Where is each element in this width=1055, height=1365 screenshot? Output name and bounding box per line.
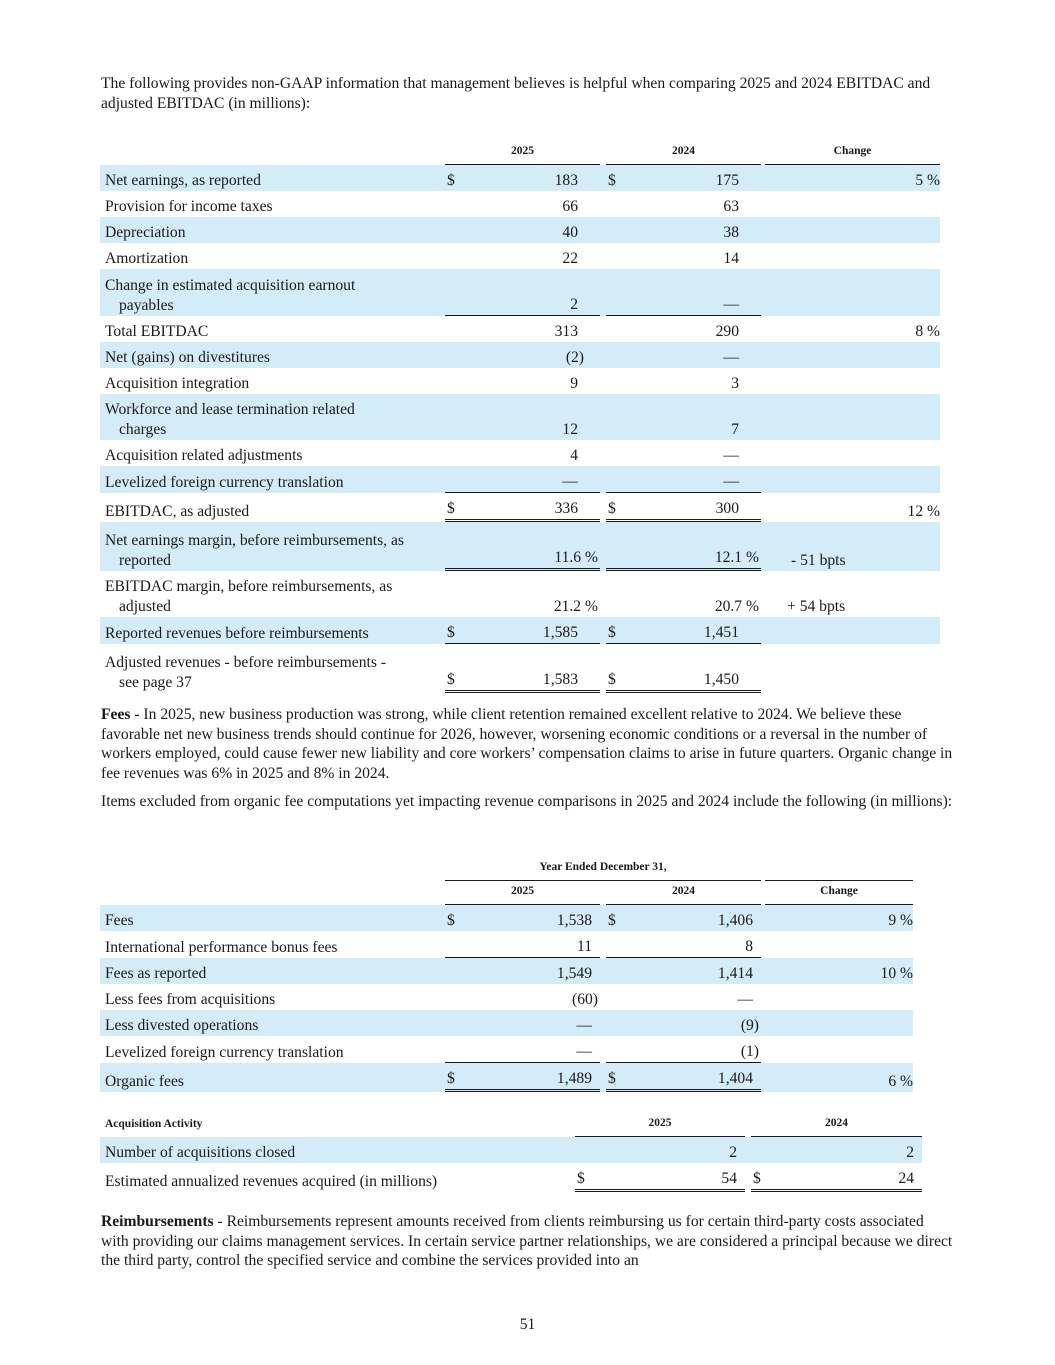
value-2024: 3 <box>731 375 739 392</box>
row-label: Change in estimated acquisition earnout payables <box>100 269 445 316</box>
fees-text: - In 2025, new business production was strong, while client retention remained excellent relative to 2024. We believe these favorable net new business trends should continue for 2026, however, worsening economic conditions or a reversal in the number of workers employed, could cause fewer new liability and core workers’ compensation claims to arise in future quarters. Organic change in fee revenues was 6% in 2025 and 8% in 2024. <box>101 706 953 782</box>
value-2025: — <box>465 1036 600 1063</box>
row-label: Number of acquisitions closed <box>100 1137 575 1163</box>
table-row <box>100 269 940 316</box>
row-label: EBITDAC margin, before reimbursements, as adjusted <box>105 578 393 615</box>
value-2024: 1,451 <box>626 617 761 644</box>
value-2025: 40 <box>465 217 600 243</box>
value-2024: 24 <box>771 1163 922 1192</box>
row-label: Workforce and lease termination related charges <box>100 394 445 440</box>
value-2024: 1,406 <box>626 905 761 931</box>
row-label: International performance bonus fees <box>105 939 338 956</box>
currency-symbol: $ <box>606 165 626 191</box>
value-2025: 1,538 <box>465 905 600 931</box>
table-row <box>100 165 940 191</box>
value-2025: 1,549 <box>465 958 600 984</box>
value-2025: 21.2 % <box>553 598 598 615</box>
value-2024: 14 <box>723 250 739 267</box>
table-row <box>100 316 940 342</box>
value-2025: 22 <box>562 250 578 267</box>
table-row <box>100 1163 922 1192</box>
table-row <box>100 984 913 1010</box>
currency-symbol: $ <box>445 644 465 693</box>
currency-symbol: $ <box>606 493 626 522</box>
value-change: 6 % <box>765 1063 913 1092</box>
value-2024: 1,404 <box>626 1063 761 1092</box>
value-change: + 54 bpts <box>787 598 846 615</box>
value-2025: — <box>465 1010 600 1036</box>
row-label: Total EBITDAC <box>105 323 209 340</box>
fees-heading: Fees <box>101 706 131 723</box>
currency-symbol: $ <box>445 905 465 931</box>
value-2025: 9 <box>570 375 578 392</box>
value-2025: 54 <box>595 1163 745 1192</box>
table-row <box>100 522 940 571</box>
value-2024: 1,414 <box>626 958 761 984</box>
value-2025: 11 <box>465 931 600 958</box>
fees-table <box>100 857 913 1092</box>
table-row <box>100 368 940 394</box>
row-label: Organic fees <box>100 1063 445 1092</box>
row-label: EBITDAC, as adjusted <box>105 503 250 520</box>
value-2024: 38 <box>626 217 761 243</box>
value-change: 10 % <box>765 958 913 984</box>
value-2024: 7 <box>626 394 761 440</box>
reimbursements-text: - Reimbursements represent amounts received from clients reimbursing us for certain third-party costs associated with providing our claims management services. In certain service partner relationships, we are considered a principal because we direct the third party, control the specified service and combine the services provided into an <box>101 1213 953 1269</box>
value-2024: 12.1 % <box>626 522 761 571</box>
value-2024: — <box>737 991 753 1008</box>
table-row <box>100 644 940 693</box>
value-2025: (60) <box>572 991 598 1008</box>
table-row <box>100 958 913 984</box>
table-row <box>100 571 940 617</box>
table-row <box>100 1063 913 1092</box>
row-label: Net (gains) on divestitures <box>100 342 445 368</box>
value-2024: (1) <box>626 1036 761 1063</box>
currency-symbol: $ <box>445 617 465 644</box>
value-change: 9 % <box>765 905 913 931</box>
row-label: Adjusted revenues - before reimbursements - see page 37 <box>105 654 387 691</box>
row-label: Fees as reported <box>100 958 445 984</box>
row-label: Provision for income taxes <box>105 198 273 215</box>
currency-symbol: $ <box>445 493 465 522</box>
table-row <box>100 394 940 440</box>
table-row <box>100 1137 922 1163</box>
header-2025: 2025 <box>445 881 600 905</box>
currency-symbol: $ <box>606 1063 626 1092</box>
currency-symbol: $ <box>445 1063 465 1092</box>
currency-symbol: $ <box>751 1163 771 1192</box>
value-2024: — <box>626 269 761 316</box>
value-change: 8 % <box>915 323 940 340</box>
table-row <box>100 191 940 217</box>
row-label: Amortization <box>105 250 189 267</box>
period-header: Year Ended December 31, <box>445 857 761 881</box>
row-label: Acquisition integration <box>105 375 250 392</box>
header-2025: 2025 <box>575 1111 745 1137</box>
value-2025: 4 <box>570 447 578 464</box>
value-2025: (2) <box>465 342 600 368</box>
value-2024: — <box>626 466 761 493</box>
table-row <box>100 617 940 644</box>
row-label: Depreciation <box>100 217 445 243</box>
value-2025: 1,489 <box>465 1063 600 1092</box>
header-2025: 2025 <box>445 139 600 165</box>
currency-symbol: $ <box>606 617 626 644</box>
value-2024: 2 <box>771 1137 922 1163</box>
value-2025: 336 <box>465 493 600 522</box>
value-2024: 63 <box>723 198 739 215</box>
value-2024: 175 <box>626 165 761 191</box>
currency-symbol: $ <box>445 165 465 191</box>
row-label: Estimated annualized revenues acquired (in millions) <box>105 1173 438 1190</box>
acquisition-activity-title: Acquisition Activity <box>105 1118 203 1130</box>
header-2024: 2024 <box>751 1111 922 1137</box>
row-label: Less fees from acquisitions <box>105 991 276 1008</box>
value-change: 12 % <box>907 503 940 520</box>
table-row <box>100 342 940 368</box>
items-paragraph: Items excluded from organic fee computations yet impacting revenue comparisons in 2025 and 2024 include the following (in millions): <box>101 793 953 810</box>
value-2025: 2 <box>595 1137 745 1163</box>
table-row <box>100 905 913 931</box>
table-row <box>100 931 913 958</box>
currency-symbol: $ <box>606 905 626 931</box>
row-label: Net earnings, as reported <box>100 165 445 191</box>
table-row <box>100 1036 913 1063</box>
reimbursements-heading: Reimbursements <box>101 1213 214 1230</box>
currency-symbol: $ <box>606 644 626 693</box>
row-label: Acquisition related adjustments <box>105 447 303 464</box>
row-label: Net earnings margin, before reimbursements, as reported <box>100 522 445 571</box>
table-row <box>100 493 940 522</box>
value-2025: 11.6 % <box>465 522 600 571</box>
value-2024: — <box>626 342 761 368</box>
page-number: 51 <box>519 1316 536 1333</box>
value-2025: 313 <box>554 323 578 340</box>
value-2025: 66 <box>562 198 578 215</box>
row-label: Reported revenues before reimbursements <box>100 617 445 644</box>
value-2025: 183 <box>465 165 600 191</box>
value-2024: 20.7 % <box>714 598 759 615</box>
value-2025: 1,583 <box>465 644 600 693</box>
row-label: Levelized foreign currency translation <box>100 466 445 493</box>
table-row <box>100 217 940 243</box>
value-2025: 1,585 <box>465 617 600 644</box>
value-2025: — <box>465 466 600 493</box>
intro-paragraph: The following provides non-GAAP information that management believes is helpful when comparing 2025 and 2024 EBITDAC and adjusted EBITDAC (in millions): <box>101 75 931 112</box>
value-2024: 300 <box>626 493 761 522</box>
value-change: - 51 bpts <box>765 522 940 571</box>
value-2025: 2 <box>465 269 600 316</box>
value-2024: 1,450 <box>626 644 761 693</box>
value-2025: 12 <box>465 394 600 440</box>
row-label: Less divested operations <box>100 1010 445 1036</box>
value-2024: 8 <box>626 931 761 958</box>
value-2024: 290 <box>715 323 739 340</box>
currency-symbol: $ <box>575 1163 595 1192</box>
acquisition-activity-table <box>100 1111 922 1192</box>
table-row <box>100 466 940 493</box>
table-row <box>100 1010 913 1036</box>
reimbursements-paragraph <box>101 1212 953 1271</box>
header-2024: 2024 <box>606 881 761 905</box>
row-label: Fees <box>100 905 445 931</box>
value-2024: — <box>723 447 739 464</box>
header-2024: 2024 <box>606 139 761 165</box>
table-row <box>100 243 940 269</box>
fees-paragraph <box>101 705 953 783</box>
value-2024: (9) <box>626 1010 761 1036</box>
header-change: Change <box>765 139 940 165</box>
value-change: 5 % <box>765 165 940 191</box>
ebitdac-table <box>100 139 940 693</box>
table-row <box>100 440 940 466</box>
row-label: Levelized foreign currency translation <box>105 1044 344 1061</box>
header-change: Change <box>765 881 913 905</box>
